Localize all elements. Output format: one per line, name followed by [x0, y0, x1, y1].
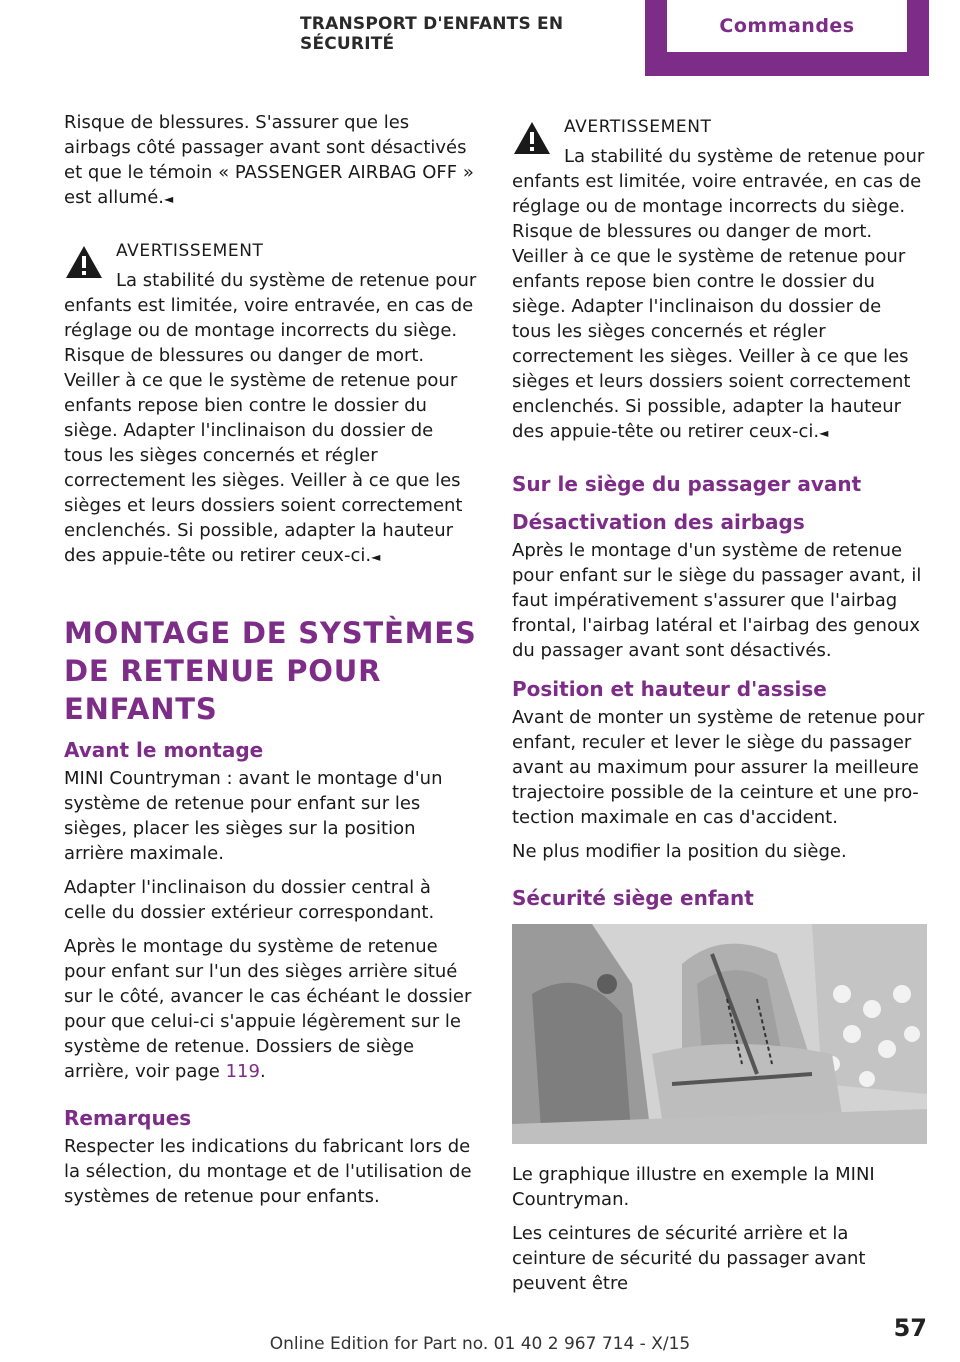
figure-caption: Le graphique illustre en exemple la MINI Countryman. [512, 1164, 875, 1210]
paragraph: MINI Countryman : avant le montage d'un système de retenue pour enfant sur les sièges, placer les sièges sur la position arrière maximale. [64, 768, 443, 864]
warning-first-line: La stabilité du système de retenue pour [116, 270, 477, 291]
end-marker: ◄ [371, 550, 381, 564]
warning-first-line: La stabilité du système de retenue pour [564, 146, 925, 167]
subheading-securite-siege: Sécurité siège enfant [512, 886, 754, 910]
paragraph: Les ceintures de sécurité arrière et la ceinture de sécurité du passager avant peuvent être [512, 1223, 866, 1294]
paragraph: Après le montage du système de retenue pour enfant sur l'un des sièges arrière situé sur le côté, avancer le cas échéant le dossier pour que celui-ci s'appuie légèrement sur le système de retenue. Dossiers de siège arrière, voir page 119. [64, 936, 472, 1082]
chapter-tab-label: Commandes [667, 0, 907, 52]
page-link[interactable]: 119 [225, 1061, 260, 1082]
subheading-avant-montage: Avant le montage [64, 738, 264, 762]
subheading-desactivation: Désactivation des airbags [512, 510, 805, 534]
warning-text: enfants est limitée, voire entravée, en cas de réglage ou de montage incorrects du siège. Risque de blessures ou danger de mort. Veiller à ce que le système de retenue pour enfants repose bien contre le dossier du siège. Adapter l'inclinaison du dossier de tous les sièges concernés et régler correctement les sièges. Veiller à ce que les sièges et leurs dossiers soient correctement enclenchés. Si possible, adapter la hauteur des appuie-tête ou retirer ceux-ci.◄ [512, 171, 922, 442]
subheading-passager-avant: Sur le siège du passager avant [512, 472, 862, 496]
end-marker: ◄ [164, 192, 174, 206]
warning-icon [512, 120, 552, 156]
left-column [64, 110, 477, 1218]
warning-block [64, 234, 477, 570]
paragraph: Ne plus modifier la position du siège. [512, 841, 847, 862]
footer-edition: Online Edition for Part no. 01 40 2 967 714 - X/15 [269, 1334, 691, 1354]
chapter-tab[interactable] [645, 0, 929, 76]
warning-text: enfants est limitée, voire entravée, en cas de réglage ou de montage incorrects du siège. Risque de blessures ou danger de mort. Veiller à ce que le système de retenue pour enfants repose bien contre le dossier du siège. Adapter l'inclinaison du dossier de tous les sièges concernés et régler correctement les sièges. Veiller à ce que les sièges et leurs dossiers soient correctement enclenchés. Si possible, adapter la hauteur des appuie-tête ou retirer ceux-ci.◄ [64, 295, 474, 566]
child-seat-photo [512, 924, 927, 1144]
warning-block [512, 110, 925, 446]
end-marker: ◄ [819, 426, 829, 440]
intro-paragraph: Risque de blessures. S'assurer que les airbags côté passager avant sont désactivés et que le témoin « PASSENGER AIRBAG OFF » est allumé.◄ [64, 112, 474, 208]
paragraph: Après le montage d'un système de retenue pour enfant sur le siège du passager avant, il faut impérativement s'assurer que l'airbag frontal, l'airbag latéral et l'airbag des genoux du passager avant sont désactivés. [512, 540, 922, 661]
page-number: 57 [893, 1314, 927, 1342]
warning-label: AVERTISSEMENT [116, 241, 264, 261]
subheading-remarques: Remarques [64, 1106, 192, 1130]
paragraph: Respecter les indications du fabricant lors de la sélection, du montage et de l'utilisation de systèmes de retenue pour enfants. [64, 1136, 472, 1207]
paragraph: Avant de monter un système de retenue pour enfant, reculer et lever le siège du passager avant au maximum pour assurer la meilleure trajectoire possible de la ceinture et une protection maximale en cas d'accident. [512, 707, 925, 828]
warning-icon [64, 244, 104, 280]
section-title: TRANSPORT D'ENFANTS EN SÉCURITÉ [300, 14, 564, 54]
right-column [512, 110, 925, 1305]
paragraph: Adapter l'inclinaison du dossier central à celle du dossier extérieur correspondant. [64, 877, 435, 923]
section-heading: MONTAGE DE SYSTÈMES DE RETENUE POUR ENFANTS [64, 616, 477, 726]
subheading-position: Position et hauteur d'assise [512, 677, 827, 701]
child-seat-illustration [512, 924, 927, 1144]
warning-label: AVERTISSEMENT [564, 117, 712, 137]
